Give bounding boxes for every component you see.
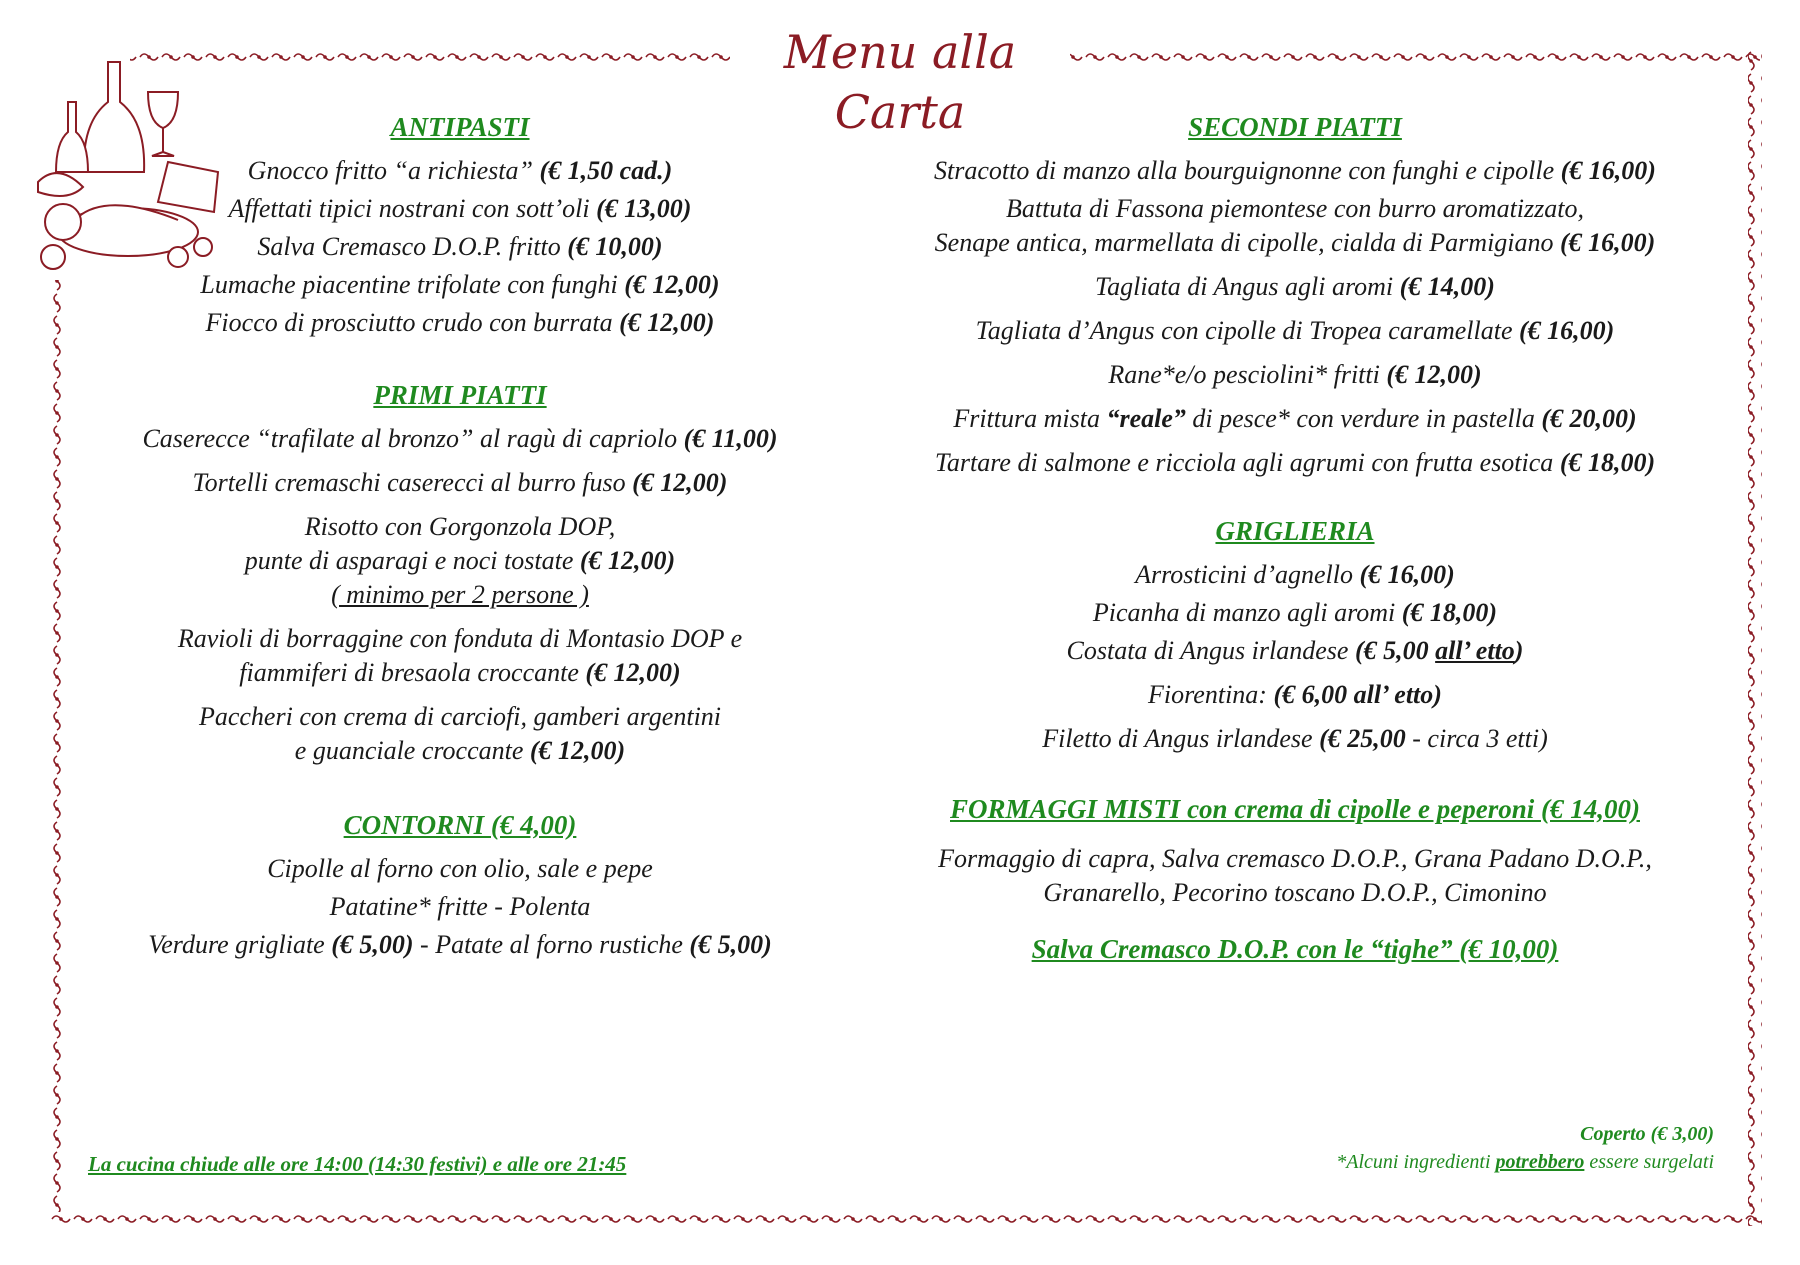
menu-item: Patatine* fritte - Polenta: [329, 892, 591, 921]
menu-item: Rane*e/o pesciolini* fritti (€ 12,00): [1108, 360, 1482, 389]
menu-item: Arrosticini d’agnello (€ 16,00): [1135, 560, 1455, 589]
menu-item: Battuta di Fassona piemontese con burro aromatizzato, Senape antica, marmellata di cipolle, cialda di Parmigiano (€ 16,00): [934, 194, 1656, 257]
menu-item: Frittura mista “reale” di pesce* con verdure in pastella (€ 20,00): [953, 404, 1637, 433]
section-heading-antipasti: ANTIPASTI: [390, 112, 530, 142]
menu-item: Fiocco di prosciutto crudo con burrata (€ 12,00): [205, 308, 715, 337]
menu-item: Salva Cremasco D.O.P. fritto (€ 10,00): [257, 232, 663, 261]
menu-item: Tortelli cremaschi caserecci al burro fuso (€ 12,00): [192, 468, 728, 497]
kitchen-hours-note: La cucina chiude alle ore 14:00 (14:30 festivi) e alle ore 21:45: [88, 1152, 627, 1176]
menu-item: Filetto di Angus irlandese (€ 25,00 - circa 3 etti): [1042, 724, 1548, 753]
menu-item: Tartare di salmone e ricciola agli agrumi con frutta esotica (€ 18,00): [934, 448, 1656, 477]
menu-item: Caserecce “trafilate al bronzo” al ragù di capriolo (€ 11,00): [142, 424, 778, 453]
menu-item: Tagliata di Angus agli aromi (€ 14,00): [1095, 272, 1495, 301]
menu-item: Gnocco fritto “a richiesta” (€ 1,50 cad.): [247, 156, 673, 185]
salva-cremasco-special: Salva Cremasco D.O.P. con le “tighe” (€ 10,00): [1031, 934, 1559, 964]
section-heading-primi: PRIMI PIATTI: [373, 380, 547, 410]
frozen-ingredients-note: *Alcuni ingredienti potrebbero essere surgelati: [1336, 1151, 1714, 1173]
menu-item: Paccheri con crema di carciofi, gamberi argentini e guanciale croccante (€ 12,00): [198, 702, 722, 765]
menu-item: Fiorentina: (€ 6,00 all’ etto): [1148, 680, 1442, 709]
section-heading-griglieria: GRIGLIERIA: [1215, 516, 1375, 546]
menu-item: Stracotto di manzo alla bourguignonne con funghi e cipolle (€ 16,00): [934, 156, 1656, 185]
menu-item: Picanha di manzo agli aromi (€ 18,00): [1092, 598, 1498, 627]
section-heading-secondi: SECONDI PIATTI: [1188, 112, 1402, 142]
menu-item: Affettati tipici nostrani con sott’oli (€ 13,00): [228, 194, 692, 223]
right-column: [860, 110, 1730, 976]
menu-item: Lumache piacentine trifolate con funghi (€ 12,00): [200, 270, 720, 299]
menu-item: Verdure grigliate (€ 5,00) - Patate al forno rustiche (€ 5,00): [148, 930, 772, 959]
section-heading-contorni: CONTORNI (€ 4,00): [343, 810, 577, 840]
menu-item: Tagliata d’Angus con cipolle di Tropea caramellate (€ 16,00): [975, 316, 1615, 345]
footer-notes: [1336, 1120, 1714, 1176]
menu-item: Cipolle al forno con olio, sale e pepe: [267, 854, 653, 883]
menu-title: Menu alla Carta: [730, 22, 1070, 142]
left-column: [70, 110, 850, 966]
menu-item: Ravioli di borraggine con fonduta di Montasio DOP e fiammiferi di bresaola croccante (€ 12,00): [177, 624, 743, 687]
menu-item: Costata di Angus irlandese (€ 5,00 all’ etto): [1066, 636, 1524, 665]
menu-item: Formaggio di capra, Salva cremasco D.O.P., Grana Padano D.O.P., Granarello, Pecorino toscano D.O.P., Cimonino: [938, 844, 1652, 907]
menu-item: Risotto con Gorgonzola DOP, punte di asparagi e noci tostate (€ 12,00) ( minimo per 2 persone ): [244, 512, 676, 609]
coperto-price: Coperto (€ 3,00): [1580, 1123, 1714, 1145]
section-heading-formaggi: FORMAGGI MISTI con crema di cipolle e peperoni (€ 14,00): [950, 794, 1640, 824]
